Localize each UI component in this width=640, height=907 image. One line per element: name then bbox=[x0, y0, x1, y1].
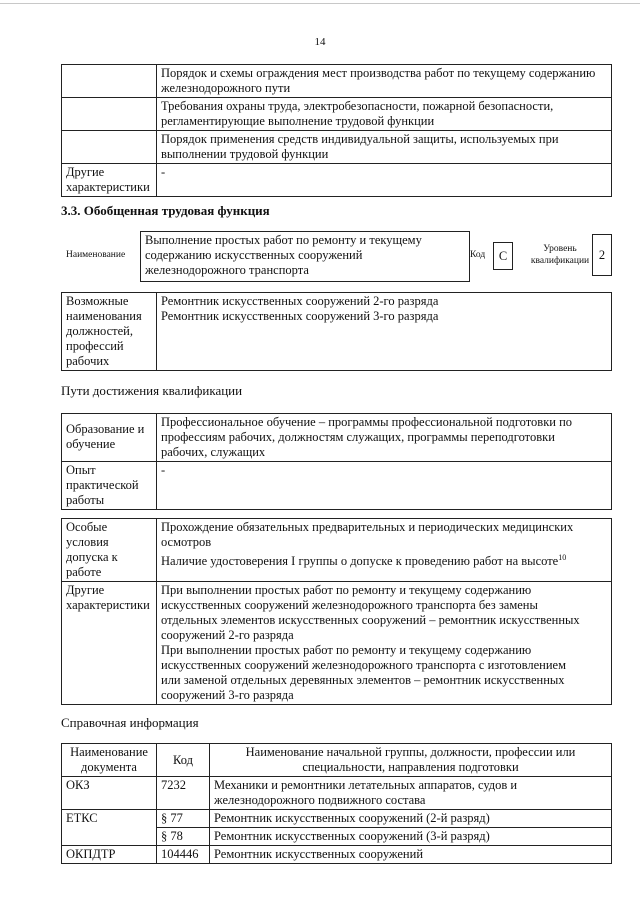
table-cell-label: Другие характеристики bbox=[62, 164, 157, 197]
header-code: Код bbox=[157, 744, 210, 777]
table-row bbox=[62, 519, 612, 582]
table-row bbox=[62, 462, 612, 510]
function-name-box: Выполнение простых работ по ремонту и текущему содержанию искусственных сооружений железнодорожного транспорта bbox=[140, 231, 470, 282]
name-label: Наименование bbox=[66, 250, 126, 260]
cell-name: Механики и ремонтники летательных аппаратов, судов и железнодорожного подвижного состава bbox=[210, 777, 612, 810]
table-row bbox=[62, 164, 612, 197]
cell-code: § 77 bbox=[157, 810, 210, 828]
table-cell-text: Прохождение обязательных предварительных и периодических медицинских осмотров Наличие удостоверения I группы о допуске к проведению работ на высоте$^{10}$ bbox=[157, 519, 612, 582]
positions-label: Возможные наименования должностей, профессий рабочих bbox=[62, 293, 157, 371]
cell-name: Ремонтник искусственных сооружений (2-й разряд) bbox=[210, 810, 612, 828]
table-row bbox=[62, 293, 612, 371]
table-row bbox=[62, 582, 612, 705]
page-number: 14 bbox=[314, 36, 326, 48]
code-label: Код bbox=[470, 250, 486, 260]
table-row bbox=[62, 810, 612, 828]
header-document: Наименование документа bbox=[62, 744, 157, 777]
positions-list: Ремонтник искусственных сооружений 2-го разряда Ремонтник искусственных сооружений 3-го разряда bbox=[157, 293, 612, 371]
reference-table bbox=[61, 743, 612, 864]
header-name: Наименование начальной группы, должности, профессии или специальности, направления подготовки bbox=[210, 744, 612, 777]
table-row bbox=[62, 65, 612, 98]
table-cell-text: Порядок применения средств индивидуальной защиты, используемых при выполнении трудовой функции bbox=[157, 131, 612, 164]
positions-table bbox=[61, 292, 612, 371]
cell-code: 7232 bbox=[157, 777, 210, 810]
table-cell-label: Другие характеристики bbox=[62, 582, 157, 705]
table-cell-text: Порядок и схемы ограждения мест производства работ по текущему содержанию железнодорожного пути bbox=[157, 65, 612, 98]
table-cell-text: Профессиональное обучение – программы профессиональной подготовки по профессиям рабочих, должностям служащих, программы переподготовки рабочих, служащих bbox=[157, 414, 612, 462]
code-value-box: С bbox=[493, 242, 513, 270]
cell-document: ОКЗ bbox=[62, 777, 157, 810]
table-cell-text: При выполнении простых работ по ремонту и текущему содержанию искусственных сооружений железнодорожного транспорта без замены отдельных элементов искусственных сооружений – ремонтник искусственных сооружений 2-го разряда При выполнении простых работ по ремонту и текущему содержанию искусственных сооружений железнодорожного транспорта с изготовлением или заменой отдельных деревянных элементов – ремонтник искусственных сооружений 3-го разряда bbox=[157, 582, 612, 705]
conditions-table bbox=[61, 518, 612, 705]
table-cell-label: Особые условия допуска к работе bbox=[62, 519, 157, 582]
cell-code: § 78 bbox=[157, 828, 210, 846]
table-cell-label bbox=[62, 131, 157, 164]
table-row bbox=[62, 98, 612, 131]
table-cell-label: Образование и обучение bbox=[62, 414, 157, 462]
footnote-marker: 10 bbox=[558, 553, 567, 562]
cell-name: Ремонтник искусственных сооружений bbox=[210, 846, 612, 864]
cell-document: ЕТКС bbox=[62, 810, 157, 846]
education-table bbox=[61, 413, 612, 510]
table-cell-text: - bbox=[157, 164, 612, 197]
table-cell-label: Опыт практической работы bbox=[62, 462, 157, 510]
cell-document: ОКПДТР bbox=[62, 846, 157, 864]
scan-top-border bbox=[0, 0, 640, 6]
cell-name: Ремонтник искусственных сооружений (3-й разряд) bbox=[210, 828, 612, 846]
table-row bbox=[62, 846, 612, 864]
paths-title: Пути достижения квалификации bbox=[61, 383, 243, 398]
reference-title: Справочная информация bbox=[61, 715, 199, 730]
level-value-box: 2 bbox=[592, 234, 612, 276]
table-row bbox=[62, 414, 612, 462]
cell-code: 104446 bbox=[157, 846, 210, 864]
table-cell-label bbox=[62, 98, 157, 131]
section-title: 3.3. Обобщенная трудовая функция bbox=[61, 203, 270, 218]
knowledge-table bbox=[61, 64, 612, 197]
table-cell-text: Требования охраны труда, электробезопасности, пожарной безопасности, регламентирующие выполнение трудовой функции bbox=[157, 98, 612, 131]
height-permit-text: Наличие удостоверения I группы о допуске к проведению работ на высоте bbox=[161, 554, 559, 569]
table-row bbox=[62, 131, 612, 164]
table-header-row bbox=[62, 744, 612, 777]
level-label: Уровень квалификации bbox=[530, 244, 590, 266]
table-row bbox=[62, 777, 612, 810]
table-cell-text: - bbox=[157, 462, 612, 510]
table-cell-label bbox=[62, 65, 157, 98]
